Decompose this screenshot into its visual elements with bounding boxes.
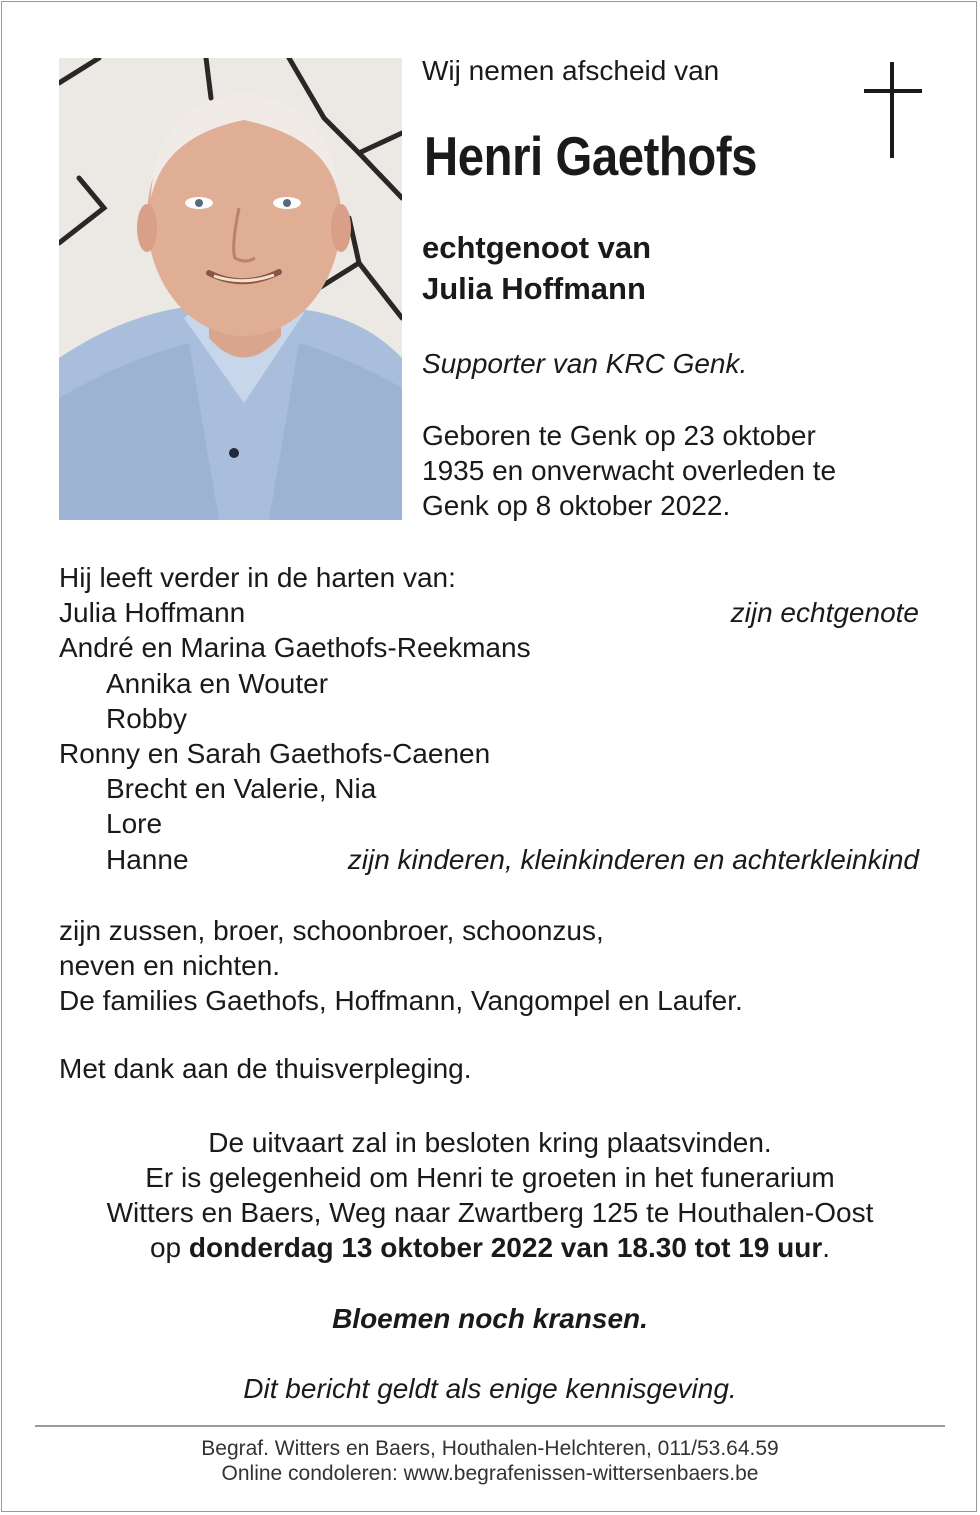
ceremony-line: Er is gelegenheid om Henri te groeten in het funerarium xyxy=(145,1162,835,1193)
born-line: Genk op 8 oktober 2022. xyxy=(422,490,731,521)
survivor-name: Julia Hoffmann xyxy=(59,597,246,629)
deceased-name: Henri Gaethofs xyxy=(424,125,758,187)
footer xyxy=(0,1436,980,1486)
spouse-name: Julia Hoffmann xyxy=(422,271,646,306)
portrait-photo xyxy=(59,58,402,520)
cross-icon xyxy=(864,62,922,160)
ceremony-line: Witters en Baers, Weg naar Zwartberg 125 te Houthalen-Oost xyxy=(106,1197,874,1228)
other-relatives xyxy=(59,913,743,1018)
survivors-heading-row xyxy=(59,560,919,595)
divider xyxy=(35,1425,945,1427)
birth-death-text xyxy=(422,418,836,523)
ceremony-date-suffix: . xyxy=(822,1232,831,1263)
survivor-name: Annika en Wouter xyxy=(106,667,329,699)
intro-text: Wij nemen afscheid van xyxy=(422,55,720,86)
relatives-line: neven en nichten. xyxy=(59,950,281,981)
flowers-notice: Bloemen noch kransen. xyxy=(332,1303,648,1334)
survivors-list xyxy=(59,560,919,877)
relatives-line: De families Gaethofs, Hoffmann, Vangompel en Laufer. xyxy=(59,985,743,1016)
survivor-name: Hanne xyxy=(106,843,189,875)
ceremony-date: donderdag 13 oktober 2022 van 18.30 tot 19 uur xyxy=(188,1232,823,1263)
list-item xyxy=(59,701,919,736)
funeral-home-info: Begraf. Witters en Baers, Houthalen-Helchteren, 011/53.64.59 xyxy=(201,1437,779,1460)
spouse-prefix: echtgenoot van xyxy=(422,230,652,265)
born-line: Geboren te Genk op 23 oktober xyxy=(422,420,816,451)
list-item xyxy=(59,595,919,630)
survivor-name: Brecht en Valerie, Nia xyxy=(106,773,377,805)
survivor-name: Lore xyxy=(106,808,163,840)
survivors-heading: Hij leeft verder in de harten van: xyxy=(59,562,456,593)
list-item xyxy=(59,666,919,701)
supporter-text: Supporter van KRC Genk. xyxy=(422,348,748,379)
born-line: 1935 en onverwacht overleden te xyxy=(422,455,837,486)
ceremony-date-prefix: op xyxy=(149,1232,182,1263)
list-item xyxy=(59,771,919,806)
list-item xyxy=(59,630,919,665)
survivor-name: André en Marina Gaethofs-Reekmans xyxy=(59,632,531,664)
ceremony-info xyxy=(0,1125,980,1265)
survivor-relation: zijn kinderen, kleinkinderen en achterkleinkind xyxy=(347,843,919,875)
ceremony-date-line xyxy=(0,1230,980,1265)
notification-text: Dit bericht geldt als enige kennisgeving. xyxy=(243,1373,737,1404)
survivor-relation: zijn echtgenote xyxy=(730,597,919,629)
relatives-line: zijn zussen, broer, schoonbroer, schoonzus, xyxy=(59,915,604,946)
list-item xyxy=(59,842,919,877)
list-item xyxy=(59,736,919,771)
survivor-name: Robby xyxy=(106,702,187,734)
ceremony-line: De uitvaart zal in besloten kring plaatsvinden. xyxy=(208,1127,772,1158)
list-item xyxy=(59,806,919,841)
survivor-name: Ronny en Sarah Gaethofs-Caenen xyxy=(59,737,491,769)
thanks-text: Met dank aan de thuisverpleging. xyxy=(59,1053,472,1084)
online-condolence-link[interactable]: Online condoleren: www.begrafenissen-wittersenbaers.be xyxy=(221,1462,759,1485)
